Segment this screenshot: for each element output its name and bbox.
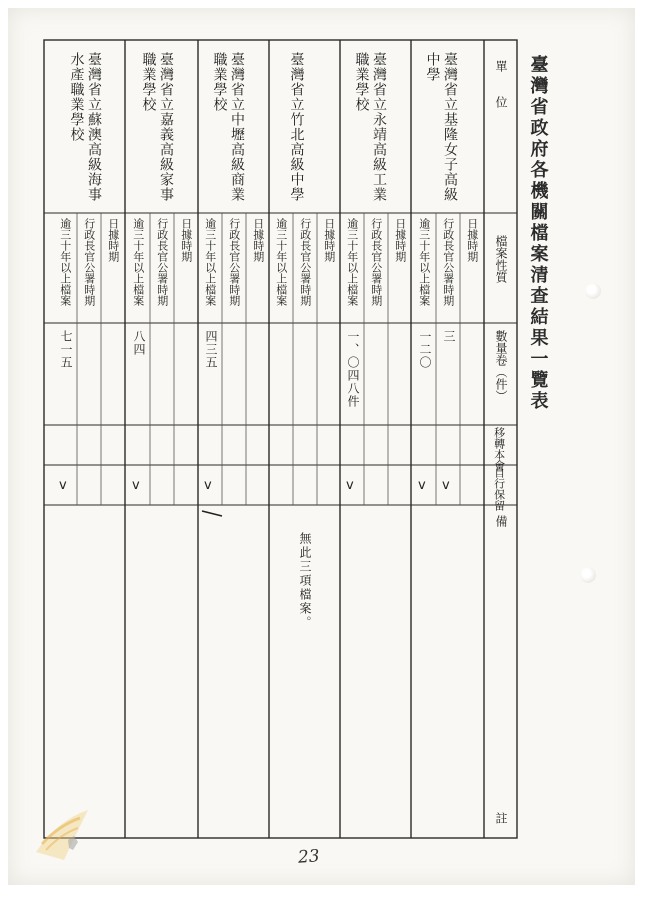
thirty-years-count: 七一五 bbox=[59, 330, 73, 369]
table-row-unit bbox=[210, 52, 245, 202]
unit-name-line2: 職業學校 bbox=[353, 52, 370, 112]
category-japanese: 日據時期 bbox=[179, 218, 193, 262]
thirty-years-count: 四三五 bbox=[204, 330, 218, 369]
category-japanese: 日據時期 bbox=[393, 218, 407, 262]
unit-name-line2: 中學 bbox=[424, 52, 441, 82]
unit-name-line1: 臺灣省立基隆女子高級 bbox=[442, 52, 458, 202]
category-executive: 行政長官公署時期 bbox=[298, 218, 312, 306]
table-row-unit bbox=[423, 52, 458, 202]
retain-check-mark: v bbox=[59, 478, 67, 493]
unit-name-line1: 臺灣省立蘇澳高級海事 bbox=[86, 52, 102, 202]
category-executive: 行政長官公署時期 bbox=[369, 218, 383, 306]
unit-name-line1: 臺灣省立竹北高級中學 bbox=[288, 52, 305, 202]
header-remark-top: 備 bbox=[494, 515, 508, 527]
retain-check-mark: v bbox=[346, 478, 354, 493]
unit-name-line1: 臺灣省立永靖高級工業 bbox=[371, 52, 387, 202]
unit-name-line2: 水產職業學校 bbox=[68, 52, 85, 142]
category-thirty-years: 逾三十年以上檔案 bbox=[131, 218, 145, 306]
category-executive: 行政長官公署時期 bbox=[227, 218, 241, 306]
category-japanese: 日據時期 bbox=[322, 218, 336, 262]
thirty-years-count: 一、〇四八件 bbox=[346, 330, 360, 408]
category-executive: 行政長官公署時期 bbox=[82, 218, 96, 306]
page-number: 23 bbox=[297, 846, 321, 868]
header-remark-bottom: 註 bbox=[494, 812, 508, 824]
unit-name-line1: 臺灣省立中壢高級商業 bbox=[229, 52, 245, 202]
category-executive: 行政長官公署時期 bbox=[155, 218, 169, 306]
header-category: 檔案性質 bbox=[494, 235, 508, 283]
retain-check-mark: v bbox=[204, 478, 212, 493]
table-row-unit bbox=[67, 52, 102, 202]
category-thirty-years: 逾三十年以上檔案 bbox=[203, 218, 217, 306]
retain-check-mark: v bbox=[442, 478, 450, 493]
category-executive: 行政長官公署時期 bbox=[441, 218, 455, 306]
category-japanese: 日據時期 bbox=[251, 218, 265, 262]
retain-check-mark: v bbox=[132, 478, 140, 493]
table-row-unit bbox=[352, 52, 387, 202]
header-transfer: 移轉本會 bbox=[492, 427, 506, 471]
archive-logo-icon bbox=[28, 800, 98, 870]
category-thirty-years: 逾三十年以上檔案 bbox=[345, 218, 359, 306]
category-thirty-years: 逾三十年以上檔案 bbox=[274, 218, 288, 306]
unit-name-line2: 職業學校 bbox=[140, 52, 157, 112]
category-thirty-years: 逾三十年以上檔案 bbox=[417, 218, 431, 306]
header-unit: 單 位 bbox=[494, 60, 508, 108]
header-count: 數量卷（件） bbox=[494, 330, 508, 402]
document-title: 臺灣省政府各機關檔案清查結果一覽表 bbox=[527, 55, 549, 412]
unit-name-line1: 臺灣省立嘉義高級家事 bbox=[158, 52, 174, 202]
thirty-years-count: 八四 bbox=[132, 330, 146, 356]
table-row-unit bbox=[139, 52, 174, 202]
retain-check-mark: v bbox=[418, 478, 426, 493]
executive-count: 三 bbox=[442, 330, 456, 343]
unit-name-line2: 職業學校 bbox=[211, 52, 228, 112]
category-thirty-years: 逾三十年以上檔案 bbox=[58, 218, 72, 306]
header-retain: 自行保留 bbox=[492, 467, 506, 511]
category-japanese: 日據時期 bbox=[106, 218, 120, 262]
row-remark: 無此三項檔案。 bbox=[298, 532, 312, 630]
table-row-unit bbox=[287, 52, 305, 202]
category-japanese: 日據時期 bbox=[465, 218, 479, 262]
thirty-years-count: 一二〇 bbox=[418, 330, 432, 369]
